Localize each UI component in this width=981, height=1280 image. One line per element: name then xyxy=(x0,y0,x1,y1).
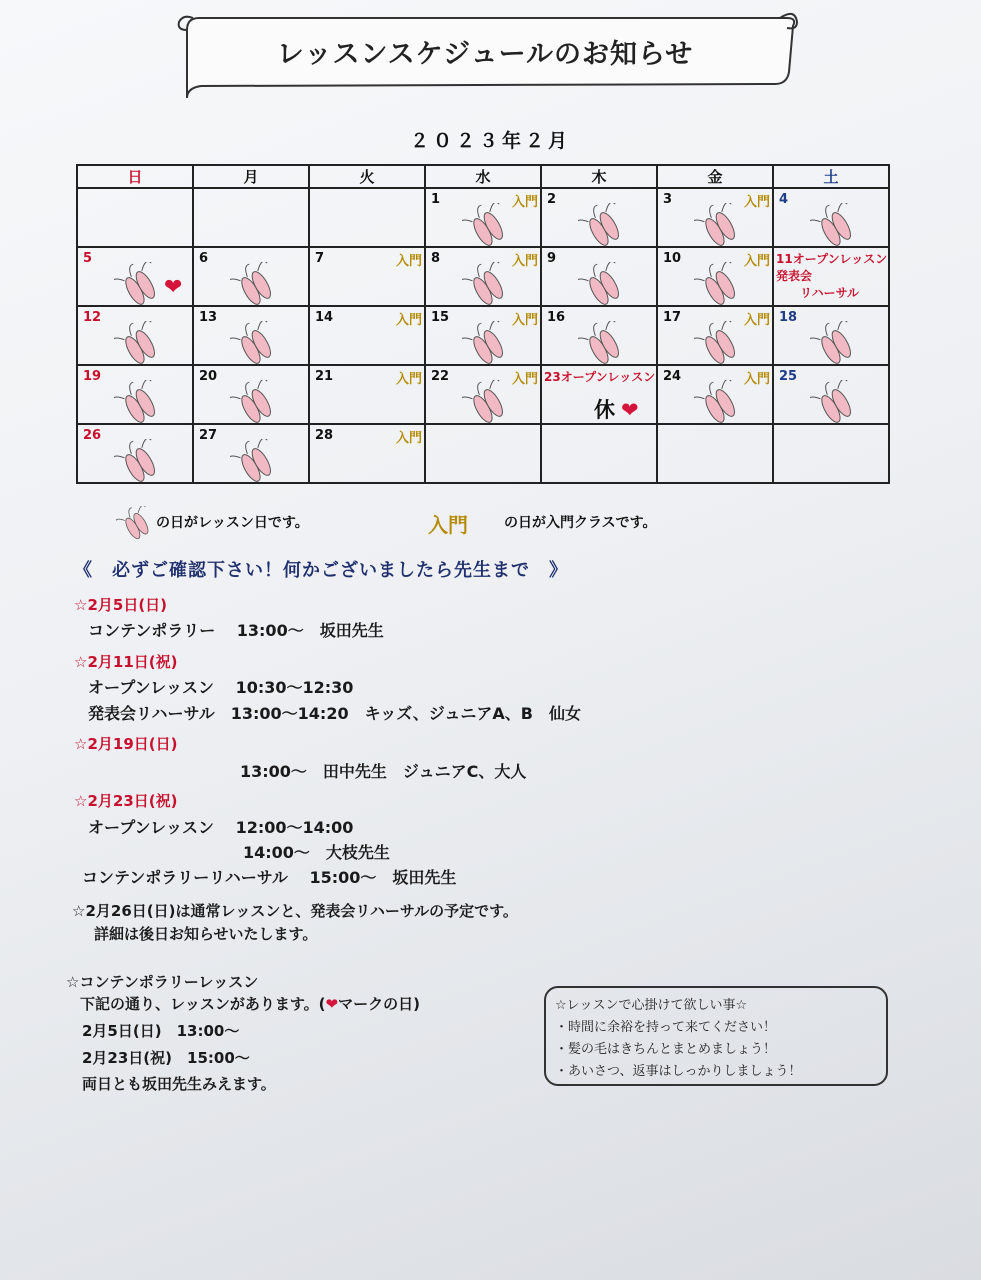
closed-label xyxy=(594,394,639,424)
intro-class-badge: 入門 xyxy=(511,372,538,387)
calendar-body xyxy=(77,188,889,483)
event-note-line: 23オープンレッスン xyxy=(544,370,656,384)
day-number: 16 xyxy=(547,310,566,325)
intro-class-badge: 入門 xyxy=(395,372,422,387)
day-number: 15 xyxy=(431,310,450,325)
day-number: 10 xyxy=(663,251,682,266)
calendar-week-row xyxy=(77,365,889,424)
pointe-shoe-icon xyxy=(694,203,744,247)
event-note xyxy=(544,369,655,386)
calendar-week-row xyxy=(77,424,889,483)
pointe-shoe-icon xyxy=(230,439,280,483)
intro-class-badge: 入門 xyxy=(743,372,770,387)
day-number: 25 xyxy=(779,369,798,384)
calendar-day-cell xyxy=(425,306,541,365)
feb11-line-2: 発表会リハーサル 13:00～14:20 キッズ、ジュニアA、B 仙女 xyxy=(88,704,581,723)
pointe-shoe-icon xyxy=(462,321,512,365)
weekday-header: 金 xyxy=(657,165,773,188)
calendar-day-cell xyxy=(193,188,309,247)
calendar-day-cell xyxy=(77,247,193,306)
intro-class-badge: 入門 xyxy=(395,431,422,446)
day-number: 9 xyxy=(547,251,557,266)
calendar-week-row xyxy=(77,247,889,306)
day-number: 17 xyxy=(663,310,682,325)
feb23-line-2: 14:00～ 大枝先生 xyxy=(243,843,390,862)
pointe-shoe-icon xyxy=(114,262,164,306)
page-title: レッスンスケジュールのお知らせ xyxy=(276,39,694,70)
feb11-line-1: オープンレッスン 10:30～12:30 xyxy=(88,678,354,697)
calendar-day-cell xyxy=(77,365,193,424)
calendar-day-cell xyxy=(657,247,773,306)
day-number: 22 xyxy=(431,369,450,384)
pointe-shoe-icon xyxy=(810,380,860,424)
pointe-shoe-icon xyxy=(114,439,164,483)
tip-3: ・あいさつ、返事はしっかりしましょう！ xyxy=(555,1064,802,1079)
legend-lesson-day: の日がレッスン日です。 xyxy=(156,515,309,531)
feb19-line: 13:00～ 田中先生 ジュニアC、大人 xyxy=(240,762,527,781)
pointe-shoe-icon xyxy=(114,380,164,424)
calendar-day-cell xyxy=(541,188,657,247)
contemporary-line-4: 両日とも坂田先生みえます。 xyxy=(82,1075,276,1093)
feb11-heading: ☆2月11日(祝) xyxy=(74,653,178,671)
day-number: 28 xyxy=(315,428,334,443)
event-note-line: 11オープンレッスン xyxy=(776,252,888,266)
intro-class-badge: 入門 xyxy=(511,254,538,269)
intro-class-badge: 入門 xyxy=(511,195,538,210)
calendar-day-cell xyxy=(309,188,425,247)
pointe-shoe-icon xyxy=(810,203,860,247)
feb5-line: コンテンポラリー 13:00～ 坂田先生 xyxy=(88,621,384,640)
calendar-day-cell xyxy=(193,306,309,365)
contemporary-line-2: 2月5日(日) 13:00～ xyxy=(82,1022,240,1040)
intro-class-badge: 入門 xyxy=(395,313,422,328)
day-number: 4 xyxy=(779,192,789,207)
calendar-day-cell xyxy=(657,188,773,247)
calendar-day-cell xyxy=(309,306,425,365)
day-number: 26 xyxy=(83,428,102,443)
pointe-shoe-icon xyxy=(230,321,280,365)
day-number: 2 xyxy=(547,192,557,207)
feb26-heading xyxy=(72,900,518,921)
calendar-day-cell xyxy=(657,424,773,483)
calendar-day-cell xyxy=(77,306,193,365)
calendar-day-cell xyxy=(541,365,657,424)
pointe-shoe-icon xyxy=(230,262,280,306)
day-number: 5 xyxy=(83,251,93,266)
pointe-shoe-icon xyxy=(694,262,744,306)
day-number: 24 xyxy=(663,369,682,384)
intro-class-badge: 入門 xyxy=(511,313,538,328)
calendar-day-cell xyxy=(773,188,889,247)
pointe-shoe-icon xyxy=(810,321,860,365)
heart-icon: ❤ xyxy=(164,275,183,300)
calendar-day-cell xyxy=(773,306,889,365)
calendar-day-cell xyxy=(77,424,193,483)
calendar-day-cell xyxy=(425,365,541,424)
pointe-shoe-icon xyxy=(230,380,280,424)
calendar-week-row xyxy=(77,188,889,247)
calendar-day-cell xyxy=(773,247,889,306)
day-number: 14 xyxy=(315,310,334,325)
legend-intro-badge: 入門 xyxy=(428,513,468,537)
calendar-day-cell xyxy=(425,188,541,247)
weekday-header: 木 xyxy=(541,165,657,188)
weekday-header: 水 xyxy=(425,165,541,188)
closed-text: 休 xyxy=(594,398,615,422)
calendar-day-cell xyxy=(657,365,773,424)
month-heading: ２０２３年２月 xyxy=(409,130,571,152)
pointe-shoe-icon xyxy=(694,380,744,424)
contemporary-line-1 xyxy=(80,993,420,1014)
contemporary-heading: ☆コンテンポラリーレッスン xyxy=(66,973,259,991)
heart-icon: ❤ xyxy=(325,995,339,1013)
day-number: 7 xyxy=(315,251,325,266)
contemporary-line-3: 2月23日(祝) 15:00～ xyxy=(82,1049,250,1067)
weekday-header: 日 xyxy=(77,165,193,188)
tips-box xyxy=(544,986,888,1086)
event-note xyxy=(776,251,887,302)
calendar-day-cell xyxy=(425,424,541,483)
intro-class-badge: 入門 xyxy=(743,254,770,269)
calendar-day-cell xyxy=(193,247,309,306)
pointe-shoe-icon xyxy=(462,262,512,306)
calendar-day-cell xyxy=(773,365,889,424)
day-number: 6 xyxy=(199,251,209,266)
calendar-day-cell xyxy=(193,424,309,483)
confirm-notice: 《 必ずご確認下さい！何かございましたら先生まで 》 xyxy=(74,560,568,581)
calendar-day-cell xyxy=(309,365,425,424)
legend-pointe-shoe-icon xyxy=(116,506,156,540)
intro-class-badge: 入門 xyxy=(743,313,770,328)
pointe-shoe-icon xyxy=(578,262,628,306)
day-number: 12 xyxy=(83,310,102,325)
calendar-day-cell xyxy=(541,247,657,306)
pointe-shoe-icon xyxy=(462,380,512,424)
pointe-shoe-icon xyxy=(694,321,744,365)
weekday-header: 火 xyxy=(309,165,425,188)
event-note-line: リハーサル xyxy=(776,286,860,300)
calendar-day-cell xyxy=(773,424,889,483)
day-number: 8 xyxy=(431,251,441,266)
intro-class-badge: 入門 xyxy=(743,195,770,210)
weekday-header-row xyxy=(77,165,889,188)
event-note-line: 発表会 xyxy=(776,269,813,283)
feb26-line: 詳細は後日お知らせいたします。 xyxy=(94,925,318,943)
feb23-line-3: コンテンポラリーリハーサル 15:00～ 坂田先生 xyxy=(82,868,457,887)
tip-1: ・時間に余裕を持って来てください！ xyxy=(555,1020,777,1035)
pointe-shoe-icon xyxy=(578,321,628,365)
calendar-week-row xyxy=(77,306,889,365)
legend-intro-day: の日が入門クラスです。 xyxy=(504,515,657,531)
day-number: 13 xyxy=(199,310,218,325)
contemporary-line-1b: マークの日) xyxy=(338,995,420,1013)
contemporary-line-1a: 下記の通り、レッスンがあります。( xyxy=(80,995,326,1013)
tips-title: ☆レッスンで心掛けて欲しい事☆ xyxy=(555,998,748,1013)
day-number: 21 xyxy=(315,369,334,384)
day-number: 3 xyxy=(663,192,673,207)
calendar-day-cell xyxy=(77,188,193,247)
intro-class-badge: 入門 xyxy=(395,254,422,269)
day-number: 20 xyxy=(199,369,218,384)
calendar-day-cell xyxy=(657,306,773,365)
feb23-heading: ☆2月23日(祝) xyxy=(74,792,178,810)
weekday-header: 月 xyxy=(193,165,309,188)
weekday-header: 土 xyxy=(773,165,889,188)
calendar-day-cell xyxy=(309,424,425,483)
calendar-day-cell xyxy=(541,424,657,483)
day-number: 1 xyxy=(431,192,441,207)
feb23-line-1: オープンレッスン 12:00～14:00 xyxy=(88,818,354,837)
day-number: 27 xyxy=(199,428,218,443)
heart-icon: ❤ xyxy=(621,398,639,422)
pointe-shoe-icon xyxy=(114,321,164,365)
day-number: 19 xyxy=(83,369,102,384)
pointe-shoe-icon xyxy=(462,203,512,247)
calendar-day-cell xyxy=(425,247,541,306)
tip-2: ・髪の毛はきちんとまとめましょう！ xyxy=(555,1042,777,1057)
pointe-shoe-icon xyxy=(578,203,628,247)
calendar-day-cell xyxy=(541,306,657,365)
calendar-day-cell xyxy=(309,247,425,306)
feb19-heading: ☆2月19日(日) xyxy=(74,735,178,753)
feb26-text: ☆2月26日(日)は通常レッスンと、発表会リハーサルの予定です。 xyxy=(72,902,518,920)
day-number: 18 xyxy=(779,310,798,325)
calendar-day-cell xyxy=(193,365,309,424)
feb5-heading: ☆2月5日(日) xyxy=(74,596,168,614)
calendar-table xyxy=(76,164,890,484)
